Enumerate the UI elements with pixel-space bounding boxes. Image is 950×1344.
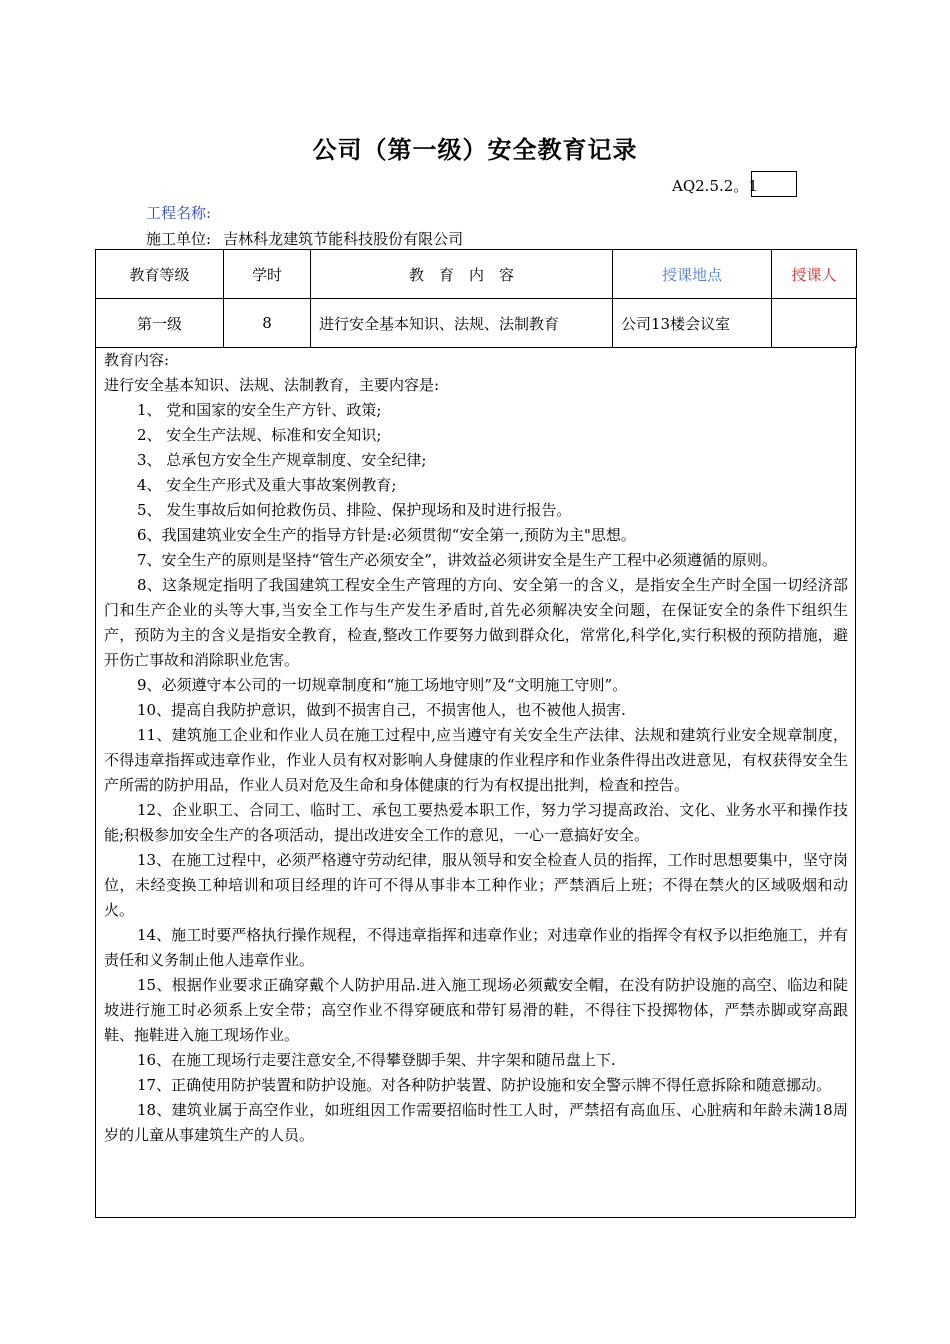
paragraph: 14、施工时要严格执行操作规程，不得违章指挥和违章作业；对违章作业的指挥令有权予以拒绝施工，并有责任和义务制止他人违章作业。 — [104, 926, 848, 969]
list-item: 1、 党和国家的安全生产方针、政策; — [137, 401, 382, 419]
cell-level: 第一级 — [96, 299, 224, 348]
paragraph: 16、在施工现场行走要注意安全,不得攀登脚手架、井字架和随吊盘上下. — [137, 1051, 616, 1069]
construction-unit-label: 施工单位: — [146, 230, 212, 248]
paragraph: 15、根据作业要求正确穿戴个人防护用品.进入施工现场必须戴安全帽，在没有防护设施的高空、临边和陡坡进行施工时必须系上安全带；高空作业不得穿硬底和带钉易滑的鞋，不得往下投掷物体，严禁赤脚或穿高跟鞋、拖鞋进入施工现场作业。 — [104, 976, 848, 1044]
content-intro: 进行安全基本知识、法规、法制教育，主要内容是: — [104, 376, 440, 394]
table-header-row — [96, 250, 857, 299]
cell-location: 公司13楼会议室 — [613, 299, 772, 348]
content-heading: 教育内容: — [104, 351, 170, 369]
paragraph: 17、正确使用防护装置和防护设施。对各种防护装置、防护设施和安全警示牌不得任意拆除和随意挪动。 — [137, 1076, 832, 1094]
header-location: 授课地点 — [613, 250, 772, 299]
document-title: 公司（第一级）安全教育记录 — [312, 136, 638, 164]
construction-unit-line — [146, 228, 463, 249]
document-code: AQ2.5.2。1 — [672, 177, 758, 195]
paragraph: 9、必须遵守本公司的一切规章制度和“施工场地守则”及“文明施工守则”。 — [137, 676, 628, 694]
table-row — [96, 299, 857, 348]
header-level: 教育等级 — [96, 250, 224, 299]
code-input-box — [751, 171, 797, 197]
project-name-label: 工程名称: — [146, 204, 212, 222]
header-content: 教 育 内 容 — [311, 250, 613, 299]
header-hours: 学时 — [224, 250, 311, 299]
paragraph: 8、这条规定指明了我国建筑工程安全生产管理的方向、安全第一的含义，是指安全生产时全国一切经济部门和生产企业的头等大事,当安全工作与生产发生矛盾时,首先必须解决安全问题，在保证安全的条件下组织生产，预防为主的含义是指安全教育，检查,整改工作要努力做到群众化，常常化,科学化,实行积极的预防措施，避开伤亡事故和消除职业危害。 — [104, 576, 848, 669]
cell-hours: 8 — [224, 299, 311, 348]
paragraph: 7、安全生产的原则是坚持“管生产必须安全”，讲效益必须讲安全是生产工程中必须遵循的原则。 — [137, 551, 777, 569]
list-item: 3、 总承包方安全生产规章制度、安全纪律; — [137, 451, 427, 469]
cell-content: 进行安全基本知识、法规、法制教育 — [311, 299, 613, 348]
paragraph: 11、建筑施工企业和作业人员在施工过程中,应当遵守有关安全生产法律、法规和建筑行业安全规章制度，不得违章指挥或违章作业，作业人员有权对影响人身健康的作业程序和作业条件得出改进意见，有权获得安全生产所需的防护用品，作业人员对危及生命和身体健康的行为有权提出批判，检查和控告。 — [104, 726, 848, 794]
paragraph: 6、我国建筑业安全生产的指导方针是:必须贯彻“安全第一,预防为主"思想。 — [137, 526, 636, 544]
header-teacher: 授课人 — [772, 250, 857, 299]
paragraph: 12、企业职工、合同工、临时工、承包工要热爱本职工作，努力学习提高政治、文化、业务水平和操作技能;积极参加安全生产的各项活动，提出改进安全工作的意见，一心一意搞好安全。 — [104, 801, 848, 844]
list-item: 5、 发生事故后如何抢救伤员、排险、保护现场和及时进行报告。 — [137, 501, 572, 519]
list-item: 4、 安全生产形式及重大事故案例教育; — [137, 476, 397, 494]
construction-unit-value: 吉林科龙建筑节能科技股份有限公司 — [223, 230, 464, 248]
list-item: 2、 安全生产法规、标准和安全知识; — [137, 426, 382, 444]
education-table — [95, 249, 857, 348]
paragraph: 13、在施工过程中，必须严格遵守劳动纪律，服从领导和安全检查人员的指挥，工作时思想要集中，坚守岗位，未经变换工种培训和项目经理的许可不得从事非本工种作业；严禁酒后上班；不得在禁火的区域吸烟和动火。 — [104, 851, 848, 919]
paragraph: 10、提高自我防护意识，做到不损害自己，不损害他人，也不被他人损害. — [137, 701, 626, 719]
paragraph: 18、建筑业属于高空作业，如班组因工作需要招临时性工人时，严禁招有高血压、心脏病和年龄未满18周岁的儿童从事建筑生产的人员。 — [104, 1101, 848, 1144]
education-content — [104, 348, 848, 1148]
cell-teacher — [772, 299, 857, 348]
